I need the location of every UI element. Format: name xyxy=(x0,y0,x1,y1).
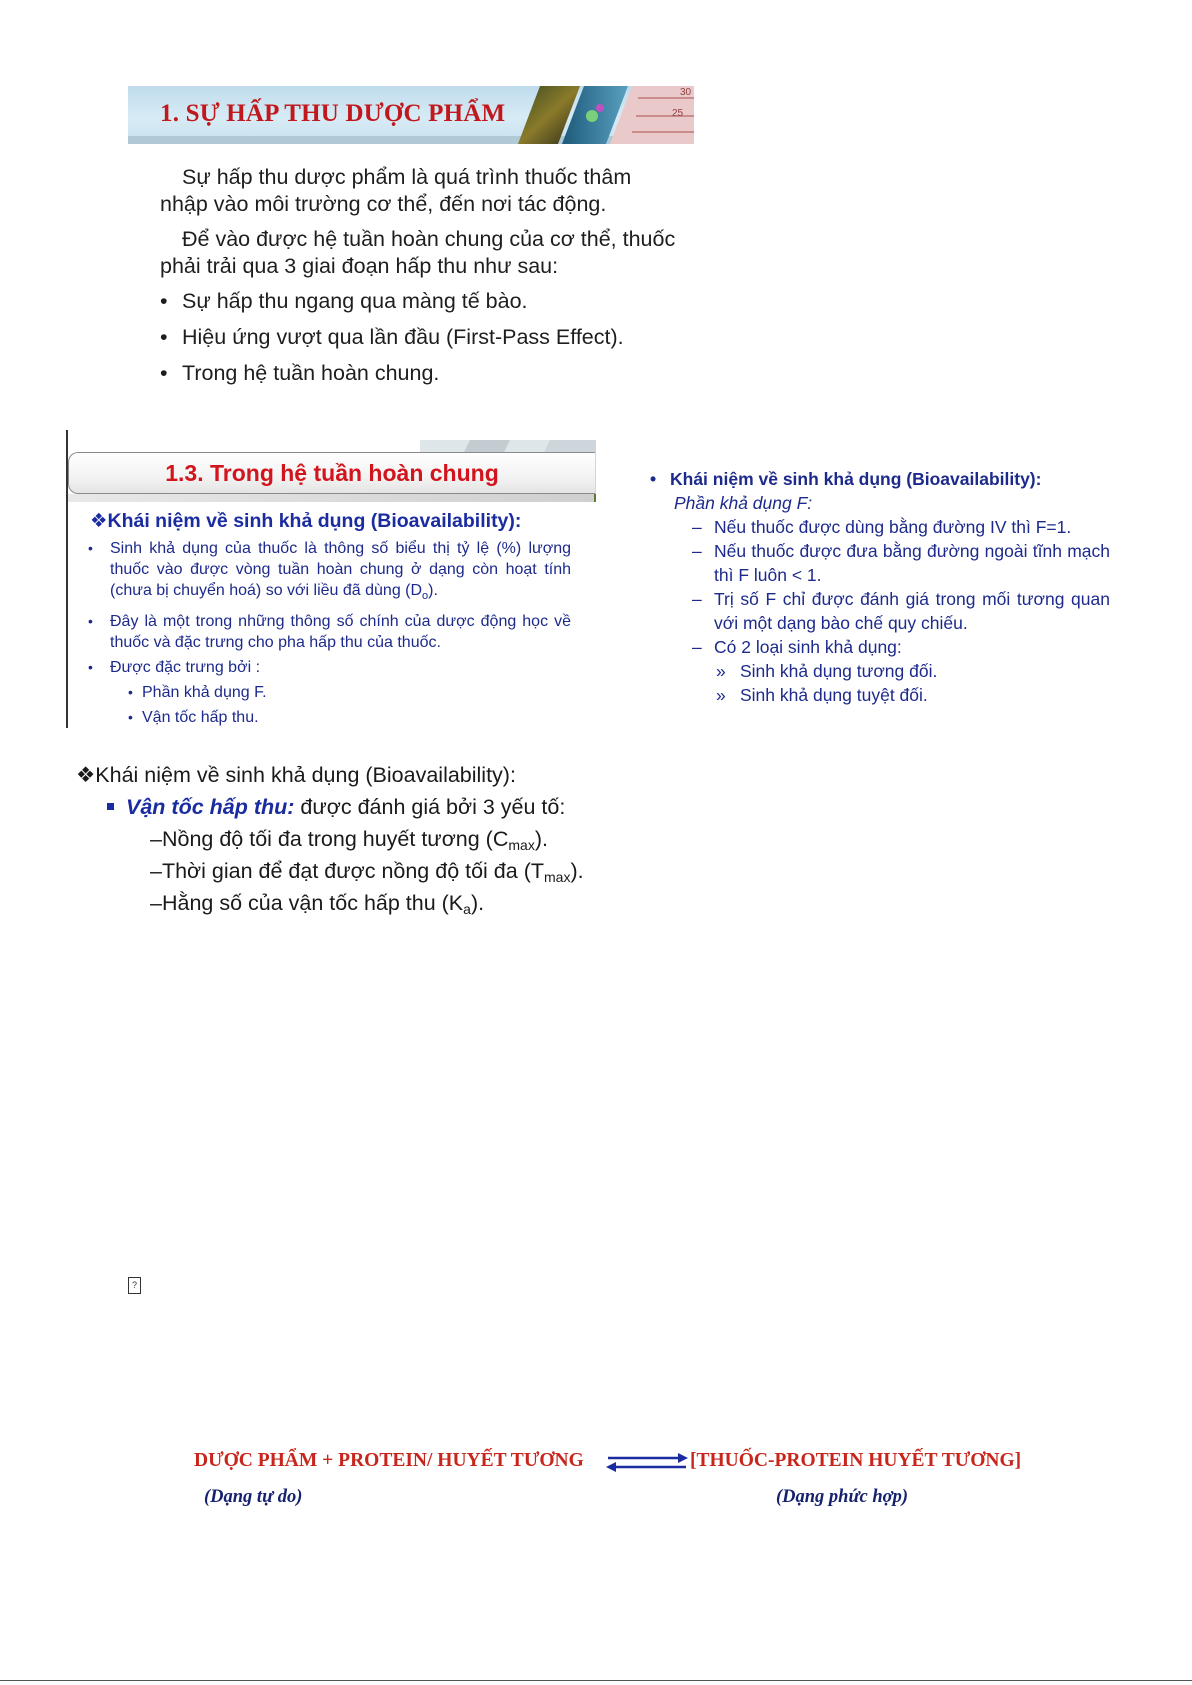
slide4-dash-item xyxy=(76,824,596,854)
slide2-item1-subscript: o xyxy=(422,590,429,603)
slide4-dash2-sub: max xyxy=(544,869,571,885)
page-bottom-rule xyxy=(0,1680,1192,1681)
slide3-subitem-text: Sinh khả dụng tuyệt đối. xyxy=(740,685,928,705)
slide4-bullet-emphasis: Vận tốc hấp thu: xyxy=(126,795,295,819)
dash-marker: – xyxy=(692,589,702,609)
bullet-dot: • xyxy=(128,684,133,701)
list-item xyxy=(160,324,680,351)
square-bullet xyxy=(107,803,114,810)
list-item xyxy=(650,515,1110,539)
slide2-title-shadow xyxy=(68,494,594,502)
slide1-bullet-text: Sự hấp thu ngang qua màng tế bào. xyxy=(182,289,528,313)
slide1-para2: Để vào được hệ tuần hoàn chung của cơ thể, thuốc phải trải qua 3 giai đoạn hấp thu như sau: xyxy=(160,227,676,278)
slide1-bullet-text: Trong hệ tuần hoàn chung. xyxy=(182,361,440,385)
list-item xyxy=(650,635,1110,659)
bullet-dot: • xyxy=(160,361,168,385)
slide2-item1-end: ). xyxy=(428,582,438,599)
list-item xyxy=(86,611,571,653)
slide2-subitem-text: Vận tốc hấp thu. xyxy=(142,709,259,727)
list-item xyxy=(86,682,571,703)
slide2-list xyxy=(86,538,571,732)
slide1-bullet-list xyxy=(160,288,680,387)
slide4-heading: ❖Khái niệm về sinh khả dụng (Bioavailability): xyxy=(76,763,516,787)
slide4-dash1-end: ). xyxy=(534,827,548,851)
slide3-item-text: Có 2 loại sinh khả dụng: xyxy=(714,637,902,657)
list-item xyxy=(650,587,1110,635)
bullet-dot: • xyxy=(160,289,168,313)
list-item xyxy=(650,659,1110,683)
bullet-dot: • xyxy=(88,659,93,676)
missing-glyph-box: ? xyxy=(128,1277,141,1294)
bullet-dot: • xyxy=(88,613,93,630)
list-item xyxy=(650,683,1110,707)
slide1-bullet-text: Hiệu ứng vượt qua lần đầu (First-Pass Effect). xyxy=(182,325,624,349)
slide4-content xyxy=(76,760,596,918)
chevron-marker: » xyxy=(716,661,726,681)
slide1-title-banner xyxy=(128,86,694,144)
equation-left: DƯỢC PHẨM + PROTEIN/ HUYẾT TƯƠNG xyxy=(194,1450,584,1471)
slide4-dash2-text: –Thời gian để đạt được nồng độ tối đa (T xyxy=(150,859,544,883)
bullet-dot: • xyxy=(88,540,93,556)
dash-marker: – xyxy=(692,637,702,657)
slide1-para1: Sự hấp thu dược phẩm là quá trình thuốc thâm nhập vào môi trường cơ thể, đến nơi tác động. xyxy=(160,165,632,216)
bullet-dot: • xyxy=(650,469,657,489)
list-item xyxy=(86,657,571,678)
equation-right: [THUỐC-PROTEIN HUYẾT TƯƠNG] xyxy=(690,1450,1022,1471)
slide3-heading-row xyxy=(650,467,1110,491)
slide2-title: 1.3. Trong hệ tuần hoàn chung xyxy=(165,460,499,486)
slide2-title-bar xyxy=(68,452,595,494)
slide4-dash3-sub: a xyxy=(463,901,471,917)
slide1-body xyxy=(160,164,680,396)
banner-decoration-image xyxy=(518,86,694,144)
slide4-dash3-end: ). xyxy=(470,891,485,915)
slide4-dash-item xyxy=(76,856,596,886)
slide3-heading: Khái niệm về sinh khả dụng (Bioavailability): xyxy=(670,469,1042,489)
slide2-subitem-text: Phần khả dụng F. xyxy=(142,684,267,702)
bullet-dot: • xyxy=(160,325,168,349)
slide3-label: Phần khả dụng F: xyxy=(674,493,813,513)
list-item xyxy=(86,538,571,607)
list-item xyxy=(160,360,680,387)
slide3-item-text: Nếu thuốc được đưa bằng đường ngoài tĩnh mạch thì F luôn < 1. xyxy=(714,541,1110,585)
slide3-item-text: Trị số F chỉ được đánh giá trong mối tương quan với một dạng bào chế quy chiếu. xyxy=(714,589,1110,633)
equation-label-right: (Dạng phức hợp) xyxy=(776,1487,909,1507)
dash-marker: – xyxy=(692,517,702,537)
list-item xyxy=(160,288,680,315)
slide2-item1-text: Sinh khả dụng của thuốc là thông số biểu thị tỷ lệ (%) lượng thuốc vào được vòng tuần hoàn chung ở dạng còn hoạt tính (chưa bị chuyển hoá) so với liều đã dùng (D xyxy=(110,540,571,599)
slide4-bullet-text: được đánh giá bởi 3 yếu tố: xyxy=(294,795,566,819)
slide2-item2-text: Đây là một trong những thông số chính của dược động học về thuốc và đặc trưng cho pha hấp thu của thuốc. xyxy=(110,613,571,652)
deco-number-30: 30 xyxy=(680,87,692,98)
bullet-dot: • xyxy=(128,709,133,726)
slide2-item3-text: Được đặc trưng bởi : xyxy=(110,659,261,677)
slide2-heading: ❖Khái niệm về sinh khả dụng (Bioavailability): xyxy=(90,510,522,532)
slide4-dash1-text: –Nồng độ tối đa trong huyết tương (C xyxy=(150,827,509,851)
slide4-dash3-text: –Hằng số của vận tốc hấp thu (K xyxy=(150,891,464,915)
slide4-dash1-sub: max xyxy=(508,837,535,853)
chevron-marker: » xyxy=(716,685,726,705)
slide4-dash2-end: ). xyxy=(570,859,584,883)
list-item xyxy=(650,539,1110,587)
slide1-title: 1. SỰ HẤP THU DƯỢC PHẨM xyxy=(160,100,506,127)
list-item xyxy=(86,707,571,728)
deco-number-25: 25 xyxy=(672,108,684,119)
slide4-dash-item xyxy=(76,888,596,918)
equation-label-left: (Dạng tự do) xyxy=(204,1487,303,1507)
slide3-subitem-text: Sinh khả dụng tương đối. xyxy=(740,661,938,681)
equilibrium-arrows-icon xyxy=(606,1451,688,1473)
slide4-bullet xyxy=(76,792,596,822)
dash-marker: – xyxy=(692,541,702,561)
slide3-item-text: Nếu thuốc được dùng bằng đường IV thì F=1. xyxy=(714,517,1072,537)
slide3-content xyxy=(650,467,1110,707)
